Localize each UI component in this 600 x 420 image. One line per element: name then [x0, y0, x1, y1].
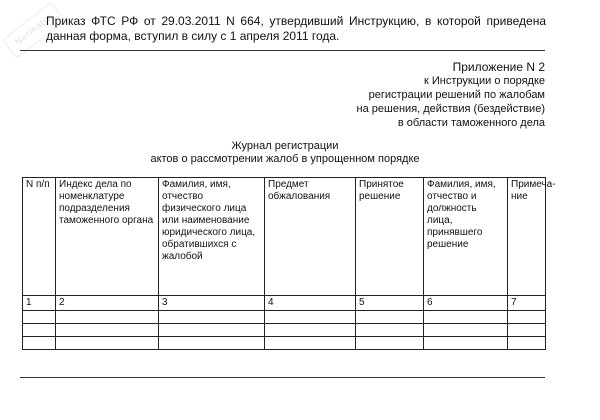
journal-subtitle: актов о рассмотрении жалоб в упрощенном порядке [150, 153, 420, 165]
column-number: 4 [265, 296, 356, 311]
appendix-number: Приложение N 2 [452, 60, 545, 74]
table-row [23, 324, 546, 337]
appendix-line: регистрации решений по жалобам [368, 89, 545, 101]
watermark-logo: Normativ [2, 2, 66, 59]
column-number: 7 [508, 296, 546, 311]
column-number: 6 [424, 296, 508, 311]
col-header-decision: Принятое решение [356, 178, 424, 296]
column-number: 3 [159, 296, 265, 311]
table-row [23, 337, 546, 350]
column-number: 1 [23, 296, 56, 311]
col-header-subject: Предмет обжалования [265, 178, 356, 296]
column-number: 5 [356, 296, 424, 311]
table-row [23, 311, 546, 324]
appendix-line: к Инструкции о порядке [423, 75, 545, 87]
col-header-number: N п/п [23, 178, 56, 296]
appendix-block [225, 60, 545, 130]
col-header-case-index: Индекс дела по номенклатуре подразделения таможенного органа [56, 178, 159, 296]
column-number-row [23, 296, 546, 311]
journal-title-block [60, 140, 510, 166]
header-note: Приказ ФТС РФ от 29.03.2011 N 664, утвердивший Инструкцию, в которой приведена данная форма, вступил в силу с 1 апреля 2011 года. [46, 14, 546, 43]
column-number: 2 [56, 296, 159, 311]
col-header-official: Фамилия, имя, отчество и должность лица, принявшего решение [424, 178, 508, 296]
journal-table [22, 177, 556, 350]
appendix-line: на решения, действия (бездействие) [356, 103, 545, 115]
top-divider [20, 50, 545, 51]
col-header-notes: Примеча- ние [508, 178, 546, 296]
col-header-complainant: Фамилия, имя, отчество физического лица или наименование юридического лица, обратившихся с жалобой [159, 178, 265, 296]
bottom-divider [20, 377, 545, 378]
header-row [23, 178, 546, 296]
appendix-line: в области таможенного дела [397, 117, 545, 129]
journal-title: Журнал регистрации [231, 140, 339, 152]
